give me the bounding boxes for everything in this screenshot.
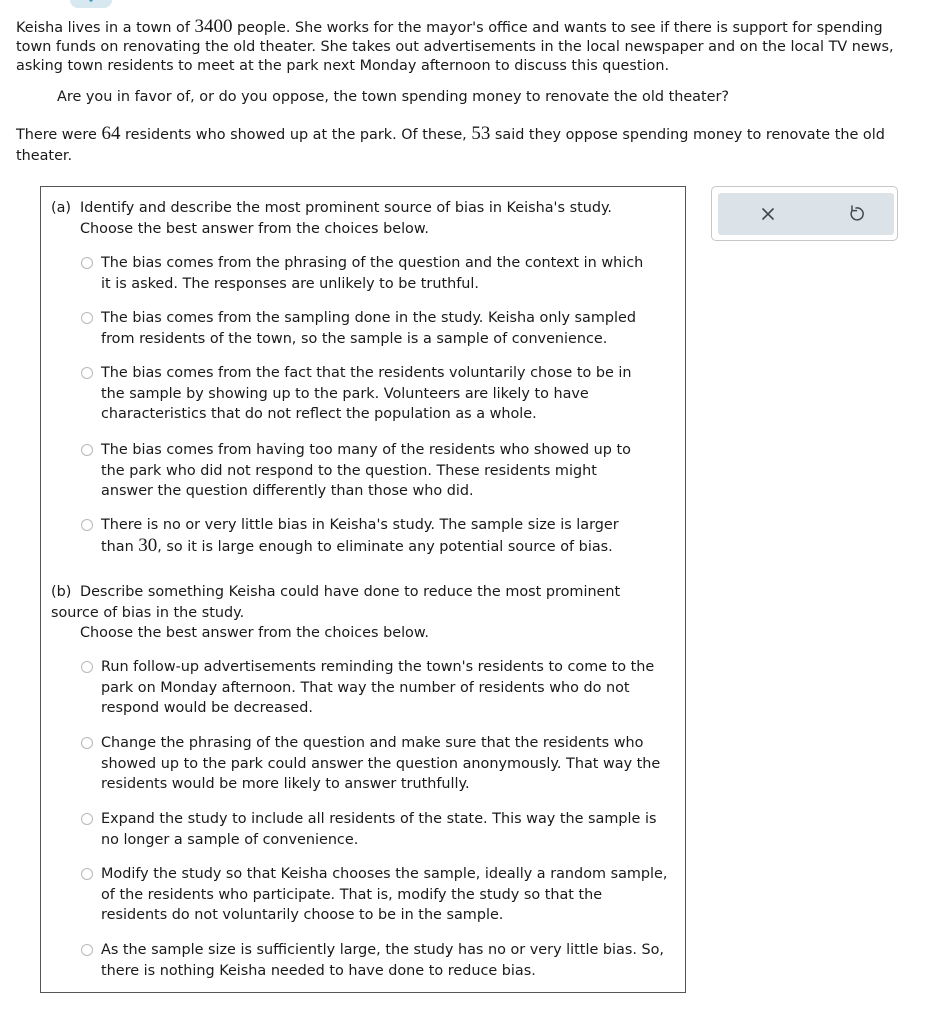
survey-result: There were 64 residents who showed up at the park. Of these, 53 said they oppose spending money to renovate the old theater. <box>16 123 885 164</box>
part-a-question: (a) Identify and describe the most prominent source of bias in Keisha's study. Choose the best answer from the choices below. <box>51 200 613 237</box>
clear-button[interactable] <box>755 201 781 227</box>
radio-button[interactable] <box>81 257 93 269</box>
radio-button[interactable] <box>81 737 93 749</box>
radio-button[interactable] <box>81 367 93 379</box>
answer-toolbar <box>711 186 898 241</box>
radio-button[interactable] <box>81 868 93 880</box>
undo-icon <box>843 201 869 227</box>
problem-intro: Keisha lives in a town of 3400 people. She works for the mayor's office and wants to see if there is support for spending town funds on renovating the old theater. She takes out advertisements in the local newspaper and on the local TV news, asking town residents to meet at the park next Monday afternoon to discuss this question. <box>16 16 894 74</box>
part-b-choice-1[interactable]: Run follow-up advertisements reminding the town's residents to come to the park on Monday afternoon. That way the number of residents who do not respond would be decreased. <box>81 657 673 719</box>
answer-panel <box>40 186 686 993</box>
part-b-choice-3[interactable]: Expand the study to include all residents of the state. This way the sample is no longer a sample of convenience. <box>81 809 673 850</box>
part-a-choice-4[interactable]: The bias comes from having too many of the residents who showed up to the park who did not respond to the question. These residents might answer the question differently than those who did. <box>81 440 673 502</box>
oppose-count: 53 <box>471 123 491 144</box>
radio-button[interactable] <box>81 519 93 531</box>
residents-count: 64 <box>101 123 121 144</box>
collapse-tab[interactable] <box>70 0 112 8</box>
x-icon <box>755 201 781 227</box>
part-b-choice-5[interactable]: As the sample size is sufficiently large, the study has no or very little bias. So, there is nothing Keisha needed to have done to reduce bias. <box>81 940 673 981</box>
radio-button[interactable] <box>81 813 93 825</box>
sample-size-threshold: 30 <box>138 534 158 556</box>
part-b-question: (b) Describe something Keisha could have done to reduce the most prominent source of bias in the study. Choose the best answer from the choices below. <box>51 584 621 641</box>
radio-button[interactable] <box>81 944 93 956</box>
part-a-choice-2[interactable]: The bias comes from the sampling done in the study. Keisha only sampled from residents of the town, so the sample is a sample of convenience. <box>81 308 673 349</box>
part-a-choice-3[interactable]: The bias comes from the fact that the residents voluntarily chose to be in the sample by showing up to the park. Volunteers are likely to have characteristics that do not reflect the population as a whole. <box>81 363 673 425</box>
radio-button[interactable] <box>81 661 93 673</box>
radio-button[interactable] <box>81 444 93 456</box>
toolbar-inner <box>718 193 894 235</box>
radio-button[interactable] <box>81 312 93 324</box>
population-number: 3400 <box>194 16 233 37</box>
part-a-choice-1[interactable]: The bias comes from the phrasing of the question and the context in which it is asked. The responses are unlikely to be truthful. <box>81 253 673 294</box>
part-b-choice-2[interactable]: Change the phrasing of the question and make sure that the residents who showed up to the park could answer the question anonymously. That way the residents would be more likely to answer truthfully. <box>81 733 673 795</box>
part-b-choice-4[interactable]: Modify the study so that Keisha chooses the sample, ideally a random sample, of the residents who participate. That is, modify the study so that the residents do not voluntarily choose to be in the sample. <box>81 864 673 926</box>
part-a-choice-5[interactable]: There is no or very little bias in Keisha's study. The sample size is larger than 30, so it is large enough to eliminate any potential source of bias. <box>81 515 673 557</box>
undo-button[interactable] <box>843 201 869 227</box>
survey-question: Are you in favor of, or do you oppose, the town spending money to renovate the old theater? <box>57 89 730 105</box>
